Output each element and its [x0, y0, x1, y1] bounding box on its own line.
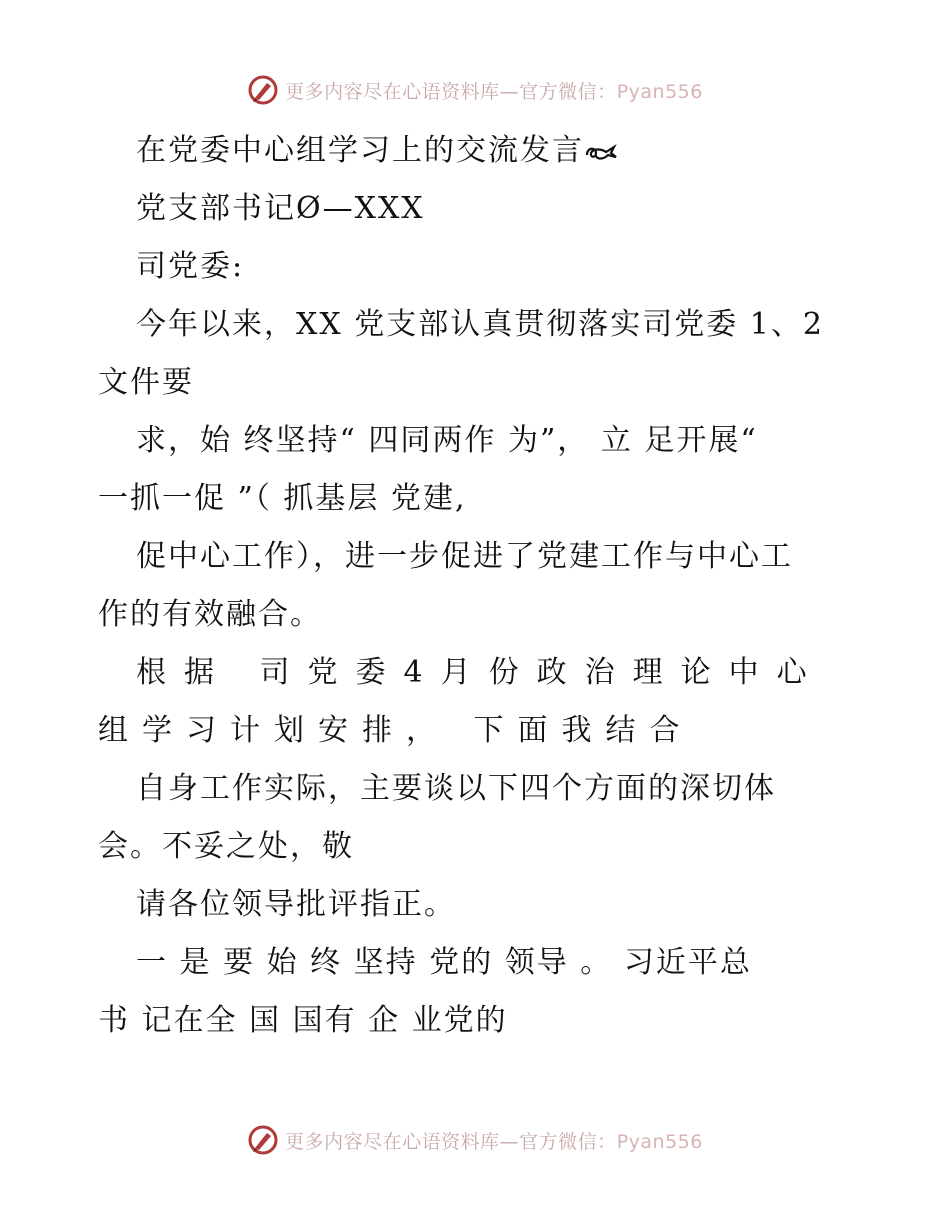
paragraph-line: 一抓一促 ”（ 抓基层 党建, [98, 481, 467, 516]
salutation: 司党委: [136, 249, 245, 284]
paragraph-line: 促中心工作），进一步促进了党建工作与中心工 [136, 539, 793, 574]
paragraph-line: 求，始 终坚持“ 四同两作 为”， 立 足开展“ [136, 423, 758, 458]
paragraph-line: 一 是 要 始 终 坚持 党的 领导 。 习近平总 [136, 945, 752, 980]
document-body [98, 122, 858, 1050]
paragraph-line: 书 记在全 国 国有 企 业党的 [98, 1003, 508, 1038]
paragraph-line: 作的有效融合。 [98, 597, 322, 632]
header-watermark [0, 70, 950, 110]
paragraph-line: 请各位领导批评指正。 [136, 887, 456, 922]
document-title: 在党委中心组学习上的交流发言 [98, 122, 858, 180]
ornament-icon [584, 141, 618, 163]
pen-logo-icon [247, 1124, 279, 1156]
paragraph-line: 文件要 [98, 365, 194, 400]
watermark-text: 更多内容尽在心语资料库—官方微信：Pyan556 [285, 1130, 703, 1153]
author-line: 党支部书记Ø—XXX [136, 191, 425, 226]
paragraph-line: 会。不妥之处，敬 [98, 829, 354, 864]
pen-logo-icon [247, 74, 279, 106]
footer-watermark [0, 1120, 950, 1160]
paragraph-line: 自身工作实际，主要谈以下四个方面的深切体 [136, 771, 776, 806]
watermark-text: 更多内容尽在心语资料库—官方微信：Pyan556 [285, 80, 703, 103]
paragraph-line: 根据 司党委4月份政治理论中心 [136, 655, 825, 690]
paragraph-line: 今年以来，XX 党支部认真贯彻落实司党委 1、2 [136, 307, 824, 342]
paragraph-line: 组学习计划安排， 下面我结合 [98, 713, 694, 748]
